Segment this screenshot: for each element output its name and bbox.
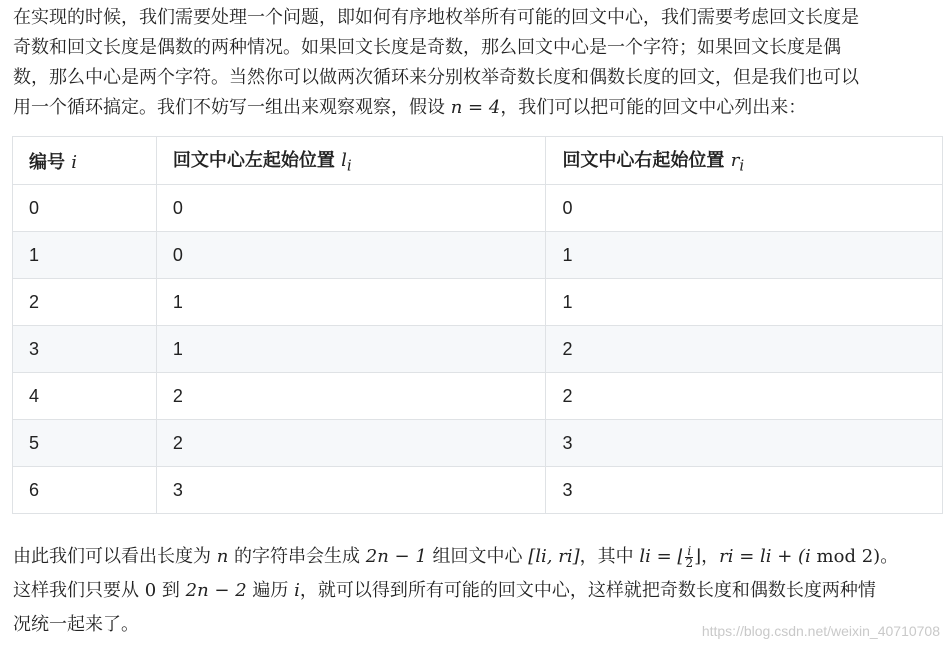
outro-text: ，	[701, 546, 720, 567]
intro-paragraph	[13, 3, 945, 123]
intro-line-4-text: 用一个循环搞定。我们不妨写一组出来观察观察，假设	[13, 97, 451, 118]
cell-index: 6	[13, 467, 157, 514]
cell-left: 3	[156, 467, 546, 514]
intro-line-4	[13, 93, 945, 123]
table-row	[13, 279, 943, 326]
header-right-var: r	[730, 150, 740, 172]
cell-left: 2	[156, 420, 546, 467]
outro-text: 组回文中心	[426, 546, 529, 567]
header-left-var: l	[341, 150, 347, 172]
header-index-var: i	[71, 151, 78, 173]
math-mod: mod	[810, 546, 862, 567]
outro-line-2	[13, 574, 945, 608]
cell-left: 2	[156, 373, 546, 420]
outro-text: ，其中	[579, 546, 640, 567]
cell-index: 2	[13, 279, 157, 326]
cell-right: 2	[546, 373, 943, 420]
math-2n-minus-2: 2n − 2	[185, 580, 247, 601]
cell-index: 4	[13, 373, 157, 420]
cell-index: 0	[13, 185, 157, 232]
intro-line-1: 在实现的时候，我们需要处理一个问题，即如何有序地枚举所有可能的回文中心，我们需要考虑回文长度是	[13, 7, 859, 28]
math-li-def: li = ⌊	[639, 546, 685, 567]
header-right-sub: i	[739, 156, 745, 175]
intro-line-2: 奇数和回文长度是偶数的两种情况。如果回文长度是奇数，那么回文中心是一个字符；如果回文长度是偶	[13, 37, 841, 58]
cell-right: 3	[546, 467, 943, 514]
cell-right: 0	[546, 185, 943, 232]
outro-text: ，就可以得到所有可能的回文中心，这样就把奇数长度和偶数长度两种情	[299, 580, 876, 601]
fraction-numerator: i	[687, 543, 692, 558]
math-floor-close: ⌋	[694, 546, 702, 567]
table-row	[13, 232, 943, 279]
table-header-row	[13, 137, 943, 185]
outro-text: 到	[156, 580, 186, 601]
watermark-url: https://blog.csdn.net/weixin_40710708	[701, 623, 940, 639]
cell-right: 1	[546, 232, 943, 279]
palindrome-center-table	[12, 136, 943, 514]
math-2n-minus-1: 2n − 1	[365, 546, 427, 567]
intro-line-3: 数，那么中心是两个字符。当然你可以做两次循环来分别枚举奇数长度和偶数长度的回文，但是我们也可以	[13, 67, 859, 88]
outro-line-1	[13, 540, 945, 574]
outro-text: 。	[880, 546, 899, 567]
table-row	[13, 467, 943, 514]
cell-left: 1	[156, 279, 546, 326]
cell-right: 3	[546, 420, 943, 467]
outro-text: 这样我们只要从	[13, 580, 145, 601]
math-interval: [li, ri]	[528, 546, 580, 567]
cell-left: 1	[156, 326, 546, 373]
math-zero: 0	[144, 580, 157, 601]
cell-index: 1	[13, 232, 157, 279]
table-row	[13, 326, 943, 373]
outro-line-3: 况统一起来了。	[13, 614, 139, 635]
math-mod-tail: 2)	[861, 546, 881, 567]
cell-right: 1	[546, 279, 943, 326]
outro-text: 遍历	[246, 580, 295, 601]
cell-right: 2	[546, 326, 943, 373]
header-left-sub: i	[346, 156, 352, 175]
outro-text: 由此我们可以看出长度为	[13, 546, 217, 567]
header-right-start-label: 回文中心右起始位置	[562, 150, 731, 172]
intro-line-4-tail: ，我们可以把可能的回文中心列出来：	[500, 97, 807, 118]
math-fraction	[685, 543, 694, 570]
header-index-label: 编号	[29, 151, 72, 173]
header-index	[13, 137, 157, 185]
cell-index: 3	[13, 326, 157, 373]
header-left-start	[156, 137, 546, 185]
math-n: n	[216, 546, 229, 567]
math-i: i	[294, 580, 300, 601]
cell-left: 0	[156, 232, 546, 279]
header-left-start-label: 回文中心左起始位置	[172, 150, 342, 172]
cell-left: 0	[156, 185, 546, 232]
header-right-start	[546, 137, 943, 185]
table-row	[13, 373, 943, 420]
fraction-denominator: 2	[685, 555, 694, 570]
outro-text: 的字符串会生成	[228, 546, 366, 567]
math-ri-def: ri = li + (i	[719, 546, 811, 567]
table-row	[13, 185, 943, 232]
table-row	[13, 420, 943, 467]
cell-index: 5	[13, 420, 157, 467]
intro-math-n-equals-4: n = 4	[450, 97, 501, 118]
